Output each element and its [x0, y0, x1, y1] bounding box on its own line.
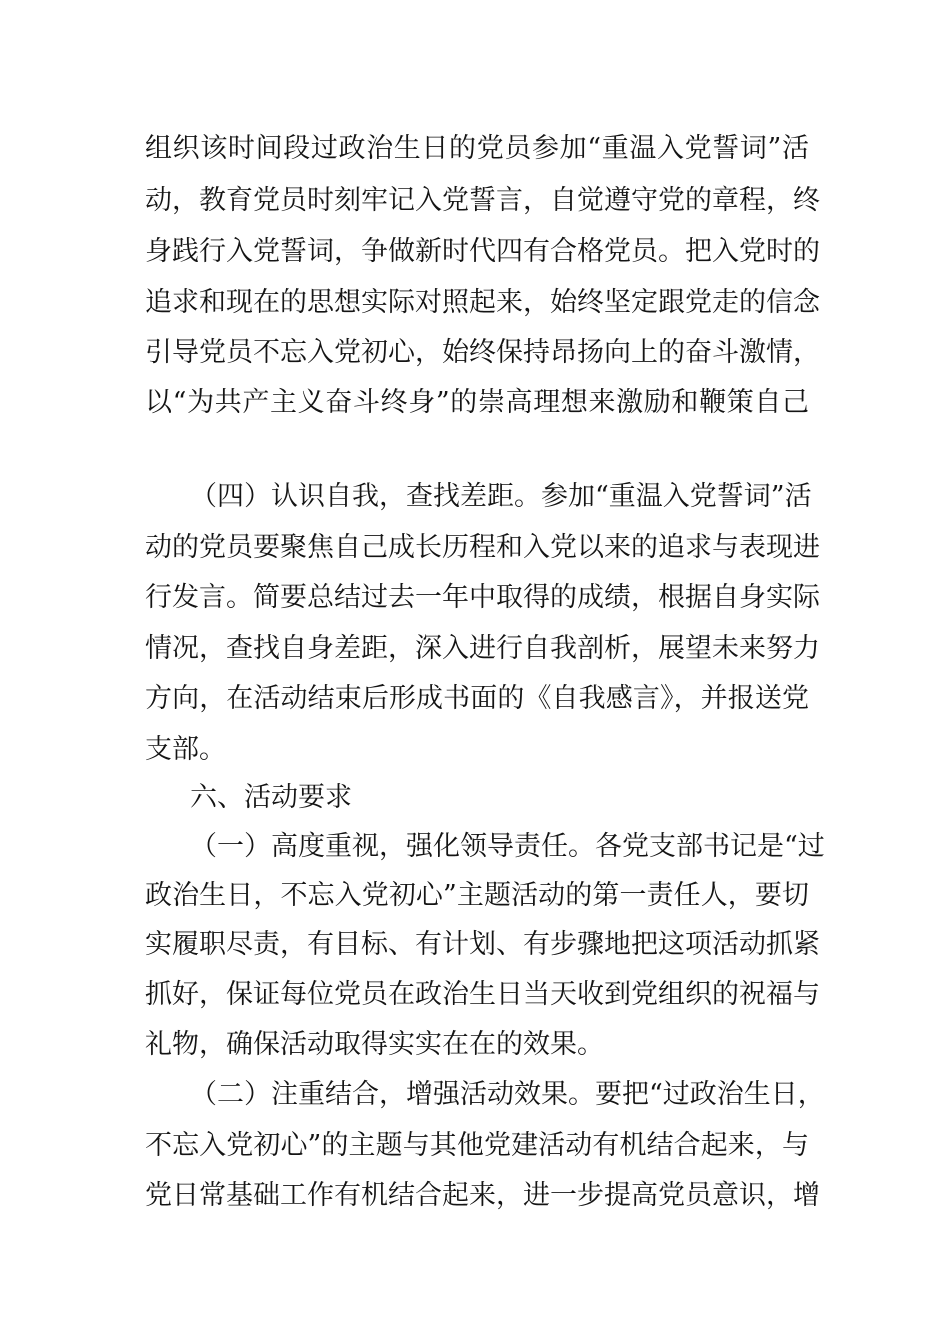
text-line: 追求和现在的思想实际对照起来，始终坚定跟党走的信念 — [145, 287, 820, 318]
text-line: 党日常基础工作有机结合起来，进一步提高党员意识，增 — [145, 1180, 820, 1211]
text-line: 组织该时间段过政治生日的党员参加“重温入党誓词”活 — [145, 133, 809, 164]
text-line: 不忘入党初心”的主题与其他党建活动有机结合起来，与 — [145, 1130, 809, 1161]
text-line: 礼物，确保活动取得实实在在的效果。 — [145, 1029, 604, 1060]
text-line: 身践行入党誓词，争做新时代四有合格党员。把入党时的 — [145, 236, 820, 267]
text-line: （四）认识自我，查找差距。参加“重温入党誓词”活 — [190, 481, 812, 512]
text-line: 实履职尽责，有目标、有计划、有步骤地把这项活动抓紧 — [145, 929, 820, 960]
text-line: 引导党员不忘入党初心，始终保持昂扬向上的奋斗激情， — [145, 337, 820, 368]
text-line: （一）高度重视，强化领导责任。各党支部书记是“过 — [190, 831, 825, 862]
text-line: 行发言。简要总结过去一年中取得的成绩，根据自身实际 — [145, 582, 820, 613]
text-line: 动的党员要聚焦自己成长历程和入党以来的追求与表现进 — [145, 532, 820, 563]
text-line: （二）注重结合，增强活动效果。要把“过政治生日， — [190, 1079, 825, 1110]
text-line: 支部。 — [145, 734, 226, 765]
text-line: 情况，查找自身差距，深入进行自我剖析，展望未来努力 — [145, 633, 820, 664]
text-line: 以“为共产主义奋斗终身”的崇高理想来激励和鞭策自己 — [145, 387, 809, 418]
text-line: 政治生日，不忘入党初心”主题活动的第一责任人，要切 — [145, 880, 809, 911]
text-line: 抓好，保证每位党员在政治生日当天收到党组织的祝福与 — [145, 979, 820, 1010]
text-line: 方向，在活动结束后形成书面的《自我感言》，并报送党 — [145, 683, 809, 714]
section-heading: 六、活动要求 — [190, 782, 352, 813]
text-line: 动，教育党员时刻牢记入党誓言，自觉遵守党的章程，终 — [145, 185, 820, 216]
